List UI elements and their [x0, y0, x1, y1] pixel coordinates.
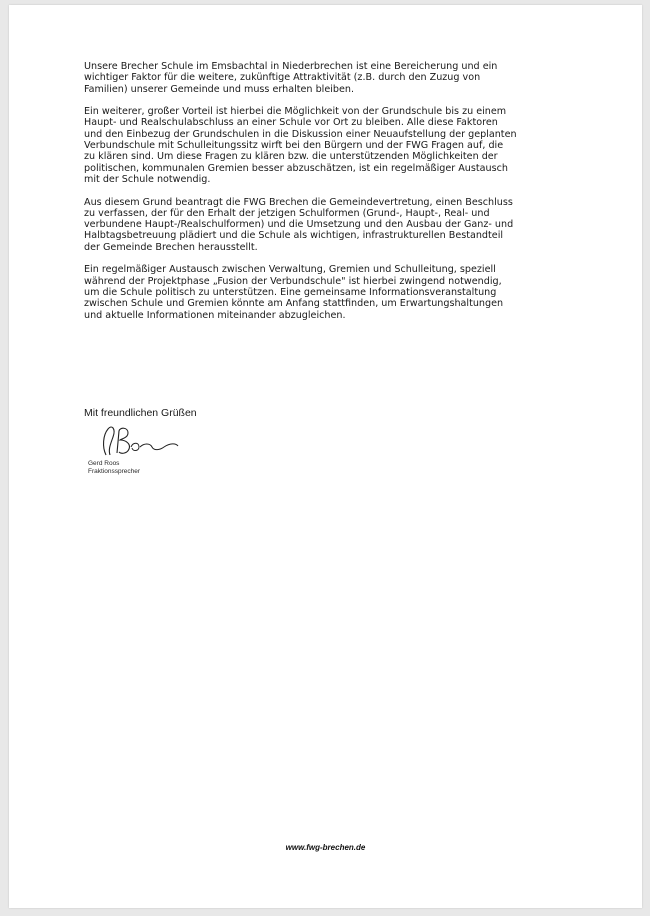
- closing-greeting: Mit freundlichen Grüßen: [84, 407, 197, 419]
- letter-page: [9, 5, 642, 908]
- signer-block: [88, 460, 140, 476]
- signer-name: Gerd Roos: [88, 460, 120, 467]
- paragraph-3: Aus diesem Grund beantragt die FWG Brechen die Gemeindevertretung, einen Beschluss zu verfassen, der für den Erhalt der jetzigen Schulformen (Grund-, Haupt-, Real- und verbundene Haupt-/Realschulformen) und die Umsetzung und den Ausbau der Ganz- und Halbtagsbetreuung plädiert und die Schule als wichtigen, infrastrukturellen Bestandteil der Gemeinde Brechen herausstellt.: [84, 196, 514, 253]
- footer-website-link[interactable]: www.fwg-brechen.de: [285, 843, 366, 852]
- paragraph-4: Ein regelmäßiger Austausch zwischen Verwaltung, Gremien und Schulleitung, speziell während der Projektphase „Fusion der Verbundschule" ist hierbei zwingend notwendig, um die Schule politisch zu unterstützen. Eine gemeinsame Informationsveranstaltung zwischen Schule und Gremien könnte am Anfang stattfinden, um Erwartungshaltungen und aktuelle Informationen miteinander abzugleichen.: [84, 264, 504, 321]
- letter-body: [84, 61, 572, 332]
- paragraph-2: Ein weiterer, großer Vorteil ist hierbei die Möglichkeit von der Grundschule bis zu einem Haupt- und Realschulabschluss an einer Schule vor Ort zu bleiben. Alle diese Faktoren und den Einbezug der Grundschulen in die Diskussion einer Neuaufstellung der geplanten Verbundschule mit Schulleitungssitz wirft bei den Bürgern und der FWG Fragen auf, die zu klären sind. Um diese Fragen zu klären bzw. die unterstützenden Möglichkeiten der politischen, kommunalen Gremien besser abzuschätzen, ist ein regelmäßiger Austausch mit der Schule notwendig.: [84, 106, 517, 185]
- signer-role: Fraktionssprecher: [88, 468, 141, 475]
- handwritten-signature: [86, 425, 186, 459]
- paragraph-1: Unsere Brecher Schule im Emsbachtal in Niederbrechen ist eine Bereicherung und ein wichtiger Faktor für die weitere, zukünftige Attraktivität (z.B. durch den Zuzug von Familien) unserer Gemeinde und muss erhalten bleiben.: [84, 61, 498, 95]
